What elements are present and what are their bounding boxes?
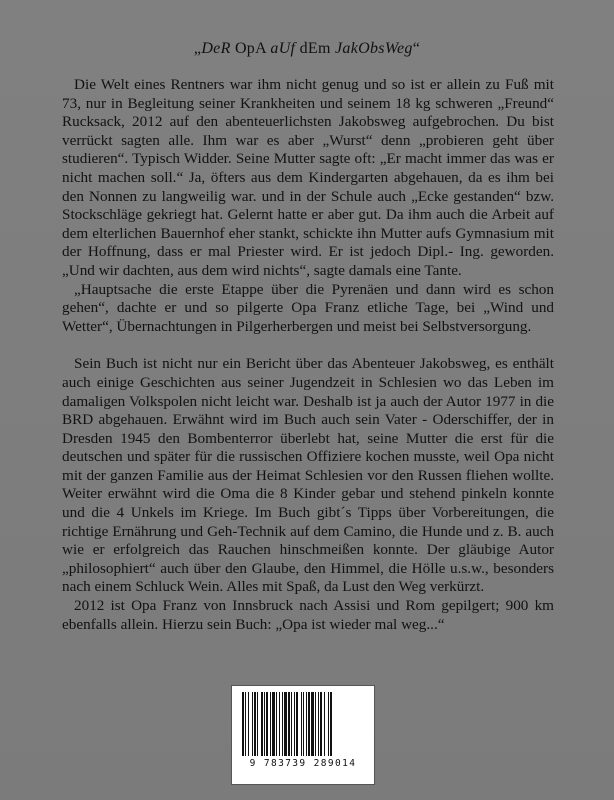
title-quote-close: “ [412, 40, 421, 57]
blurb-paragraph-2: „Hauptsache die erste Etappe über die Pyrenäen und dann wird es schon gehen“, dachte er und so pilgerte Opa Franz etliche Tage, bei „Wind und Wetter“, Übernachtungen in Pilgerherbergen und meist bei Selbstversorgung. [62, 280, 554, 335]
blurb-paragraph-3: Sein Buch ist nicht nur ein Bericht über das Abenteuer Jakobsweg, es enthält auch einige Geschichten aus seiner Jugendzeit in Schlesien wo das Leben im damaligen Volkspolen nicht leicht war. Deshalb ist ja auch der Autor 1977 in die BRD abgehauen. Erwähnt wird im Buch auch sein Vater - Oderschiffer, der in Dresden 1945 den Bombenterror überlebt hat, seine Mutter die erst für die deutschen und später für die russischen Offiziere kochen musste, weil Opa nicht mit der ganzen Familie aus der Heimat Schlesien vor den Russen fliehen wollte. Weiter erwähnt wird die Oma die 8 Kinder gebar und stehend pinkeln konnte und die 4 Unkels im Kriege. Im Buch gibt´s Tipps über Vorbereitungen, die richtige Ernährung und Geh-Technik auf dem Camino, die Hunde und z. B. auch wie er erfolgreich das Rauchen hinschmeißen konnte. Der gläubige Autor „philosophiert“ auch über den Glaube, den Himmel, die Hölle u.s.w., besonders nach einem Schluck Wein. Alles mit Spaß, da Lust den Weg verkürzt. [62, 355, 554, 596]
isbn-digits: 9 783739 289014 [249, 758, 357, 769]
title-part-auf: aUf [270, 40, 296, 57]
title-part-jakobs: JakObs [335, 40, 385, 57]
title-quote-open: „ [193, 40, 202, 57]
isbn-barcode [231, 685, 375, 785]
blurb-text [62, 76, 554, 634]
barcode-bars [240, 692, 368, 756]
title-part-weg: Weg [384, 40, 413, 57]
title-part-der: DeR [201, 40, 231, 57]
blurb-paragraph-1: Die Welt eines Rentners war ihm nicht genug und so ist er allein zu Fuß mit 73, nur in Begleitung seiner Krankheiten und seinem 18 kg schweren „Freund“ Rucksack, 2012 auf den abenteuerlichsten Jakobsweg aufgebrochen. Du bist verrückt sagten alle. Ihm war es aber „Wurst“ denn „probieren geht über studieren“. Typisch Widder. Seine Mutter sagte oft: „Er macht immer das was er nicht machen soll.“ Ja, öfters aus dem Kindergarten abgehauen, da es ihm bei den Nonnen zu langweilig war. und in der Schule auch „Ecke gestanden“ bzw. Stockschläge gekriegt hat. Gelernt hatte er aber gut. Da ihm auch die Arbeit auf dem elterlichen Bauernhof eher stankt, schickte ihn Mutter aufs Gymnasium mit der Hoffnung, dass er mal Priester wird. Er ist jedoch Dipl.- Ing. geworden. „Und wir dachten, aus dem wird nichts“, sagte damals eine Tante. [62, 76, 554, 279]
cover-title [0, 40, 614, 58]
title-part-dem: dEm [295, 40, 336, 57]
title-part-opa: OpA [230, 40, 271, 57]
blurb-paragraph-4: 2012 ist Opa Franz von Innsbruck nach Assisi und Rom gepilgert; 900 km ebenfalls allein. Hierzu sein Buch: „Opa ist wieder mal weg...“ [62, 597, 554, 633]
